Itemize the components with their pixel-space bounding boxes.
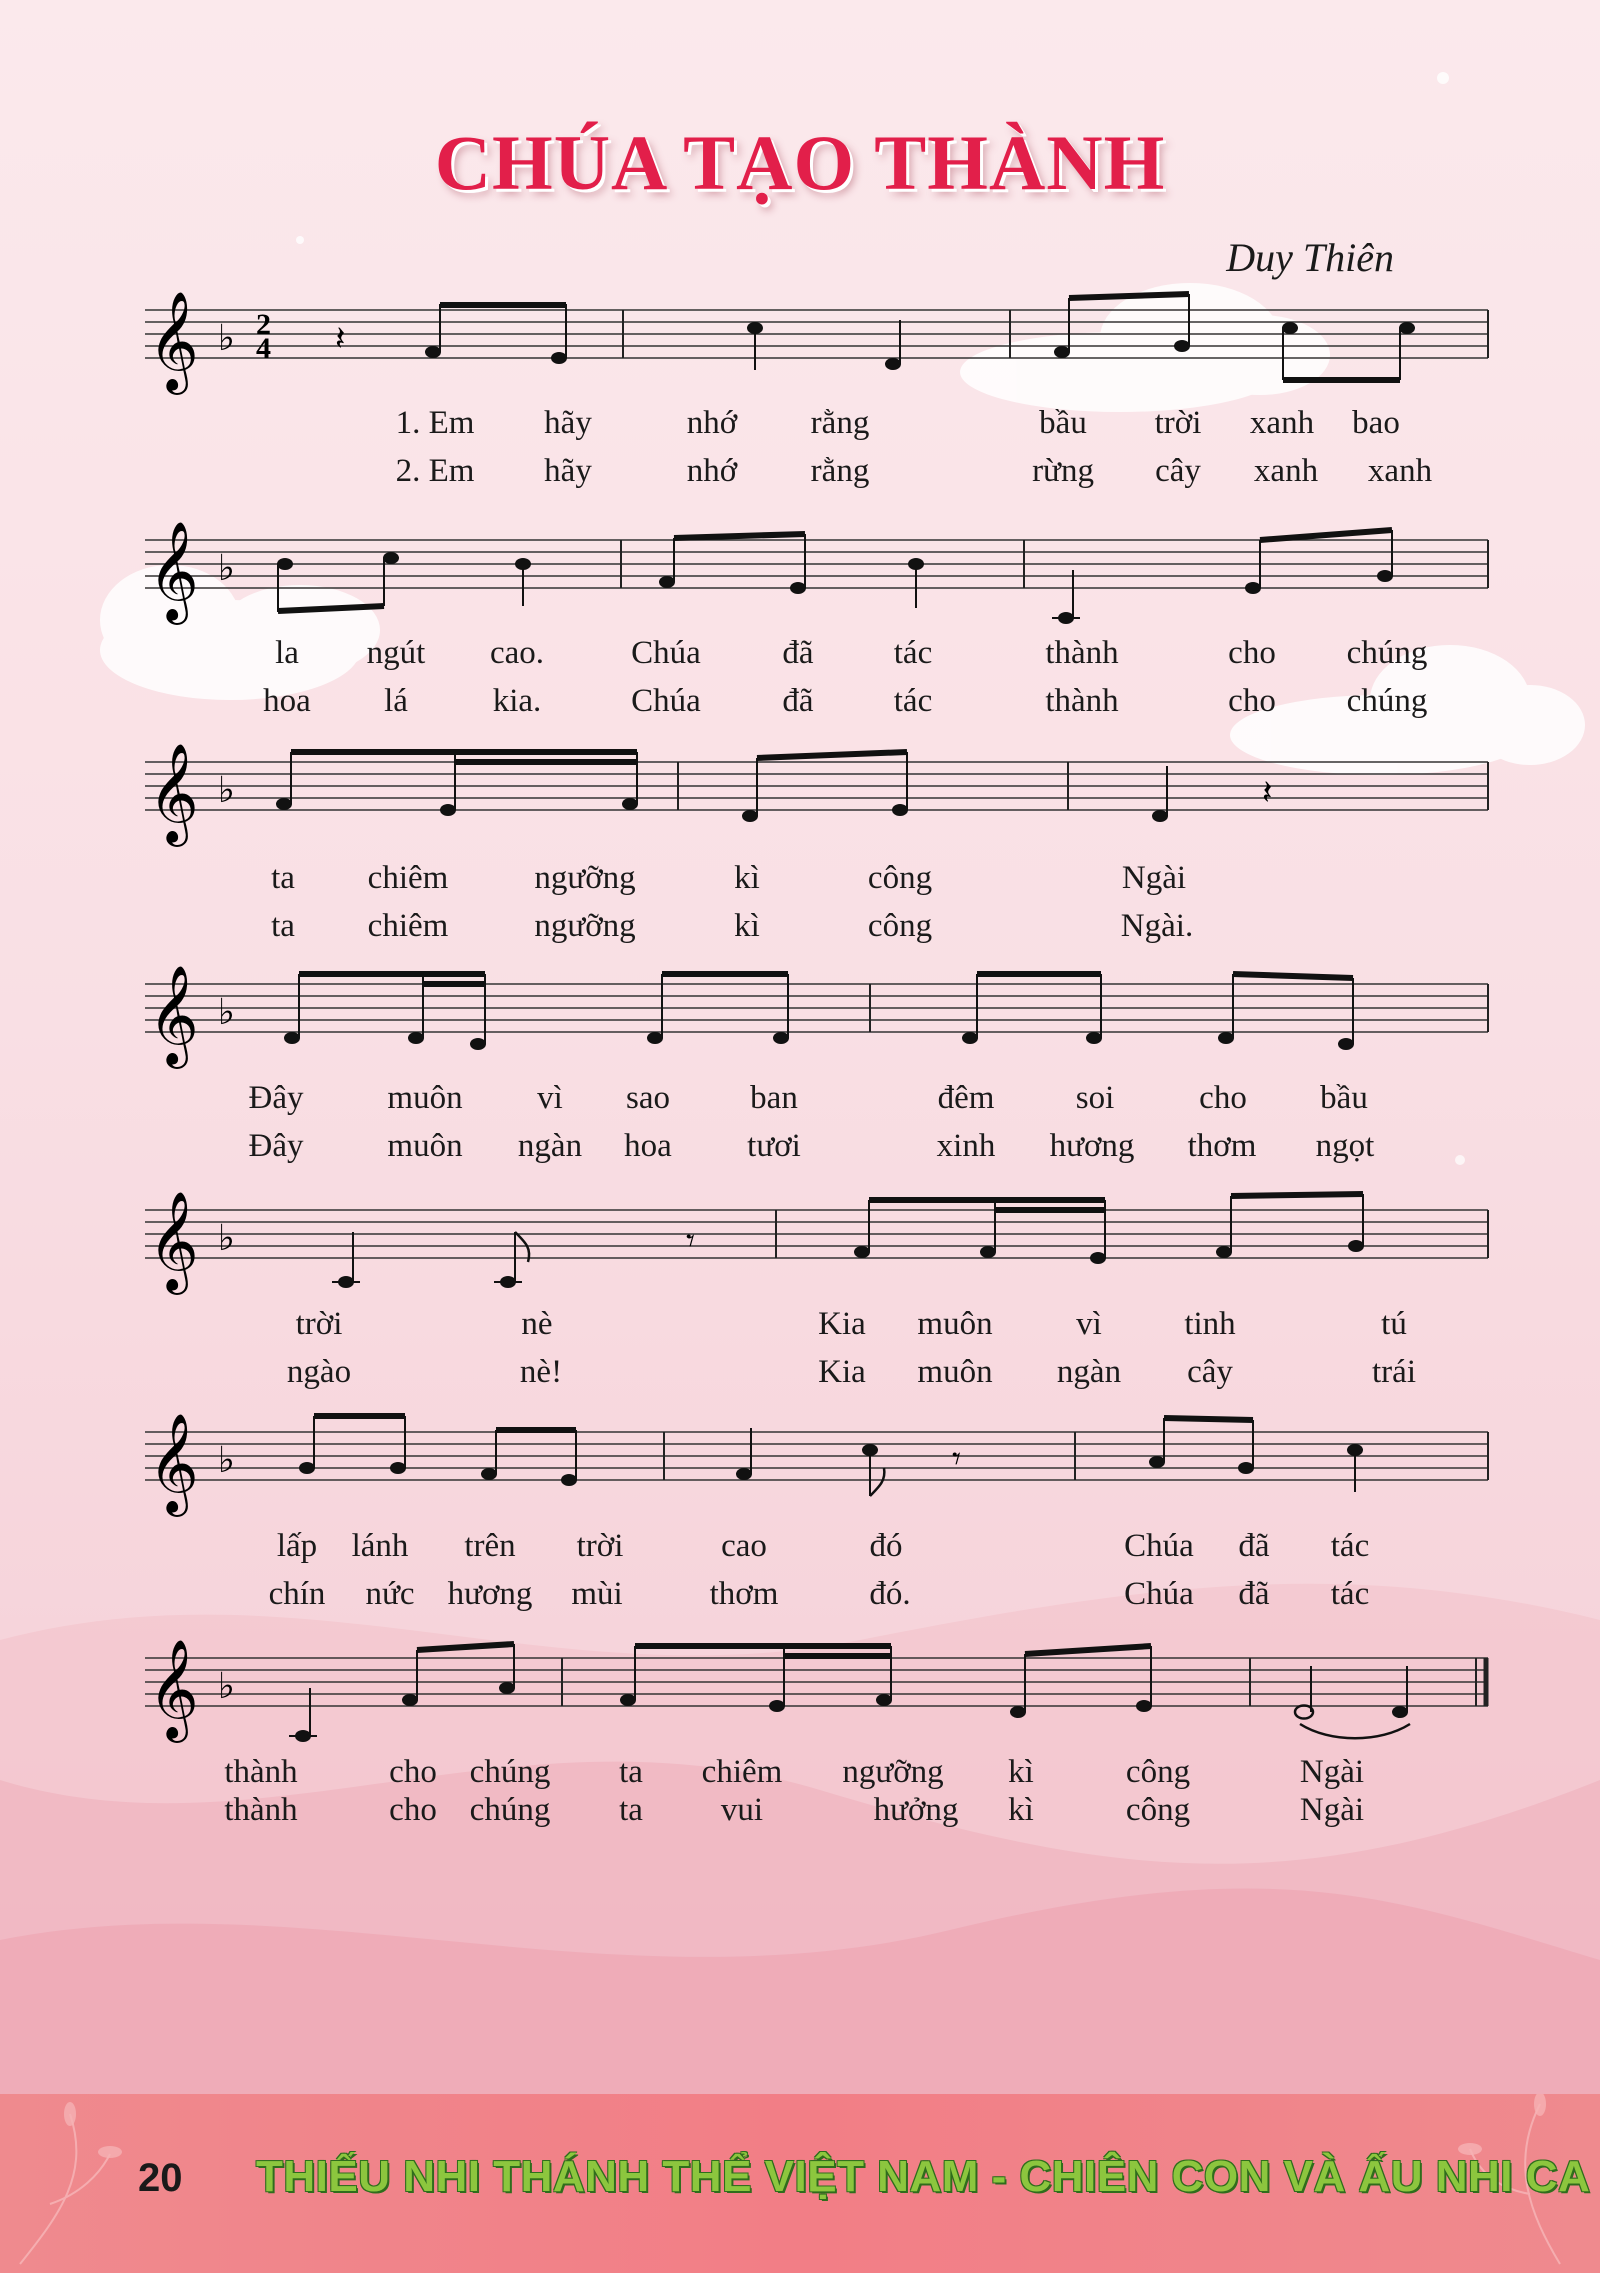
lyric-syllable: Ngài (1121, 860, 1187, 896)
lyric-syllable: đã (782, 683, 814, 719)
flat-key-icon: ♭ (218, 318, 235, 359)
lyric-syllable: thơm (1187, 1128, 1257, 1164)
treble-clef-icon: 𝄞 (148, 291, 199, 391)
staff-3-notation (0, 722, 1600, 950)
treble-clef-icon: 𝄞 (148, 1639, 199, 1739)
lyric-syllable: Chúa (631, 635, 701, 671)
lyric-syllable: thành (224, 1754, 298, 1790)
lyric-syllable: cho (1228, 635, 1276, 671)
lyric-syllable: Kia (818, 1354, 866, 1390)
lyric-syllable: ngàn (517, 1128, 583, 1164)
lyric-syllable: vì (1076, 1306, 1102, 1342)
lyric-syllable: xanh (1367, 453, 1433, 489)
lyric-syllable: xinh (936, 1128, 996, 1164)
lyric-syllable: hoa (263, 683, 311, 719)
lyric-syllable: chiêm (367, 908, 449, 944)
flat-key-icon: ♭ (218, 1666, 235, 1707)
composer-name: Duy Thiên (1226, 235, 1394, 280)
lyric-syllable: thành (224, 1792, 298, 1828)
lyric-syllable: công (867, 908, 933, 944)
lyric-syllable: ngọt (1315, 1128, 1375, 1164)
flat-key-icon: ♭ (218, 1440, 235, 1481)
lyric-syllable: nhớ (686, 453, 738, 489)
lyric-syllable: Chúa (631, 683, 701, 719)
lyric-syllable: bao (1352, 405, 1400, 441)
lyric-syllable: muôn (917, 1354, 993, 1390)
lyric-syllable: hương (447, 1576, 533, 1612)
lyric-syllable: công (1125, 1792, 1191, 1828)
lyric-syllable: tác (893, 683, 933, 719)
lyric-syllable: thơm (709, 1576, 779, 1612)
staff-system-4 (0, 950, 1600, 1172)
lyric-syllable: hưởng (873, 1792, 959, 1828)
flat-key-icon: ♭ (218, 992, 235, 1033)
lyric-syllable: chúng (1346, 635, 1428, 671)
lyric-syllable: tinh (1184, 1306, 1236, 1342)
lyric-syllable: rằng (810, 453, 870, 489)
lyric-syllable: tác (1330, 1576, 1370, 1612)
lyric-syllable: ta (619, 1754, 643, 1790)
lyric-syllable: chiêm (701, 1754, 783, 1790)
treble-clef-icon: 𝄞 (148, 1413, 199, 1513)
lyric-syllable: cho (389, 1792, 437, 1828)
lyric-syllable: công (1125, 1754, 1191, 1790)
lyric-syllable: Đây (248, 1128, 304, 1164)
lyric-syllable: kì (1008, 1792, 1034, 1828)
lyric-syllable: cho (389, 1754, 437, 1790)
lyric-syllable: đã (1238, 1576, 1270, 1612)
lyric-syllable: vì (537, 1080, 563, 1116)
lyric-syllable: ta (271, 860, 295, 896)
lyric-syllable: tác (893, 635, 933, 671)
book-title: THIẾU NHI THÁNH THỂ VIỆT NAM - CHIÊN CON VÀ ẤU NHI CA (256, 2152, 1591, 2201)
lyric-syllable: xanh (1253, 453, 1319, 489)
tie-icon (1300, 1724, 1410, 1738)
lyric-syllable: chúng (469, 1754, 551, 1790)
quarter-rest-icon: 𝄽 (335, 319, 346, 359)
lyric-syllable: trái (1372, 1354, 1416, 1390)
lyric-syllable: ta (271, 908, 295, 944)
lyric-syllable: thành (1045, 683, 1119, 719)
flat-key-icon: ♭ (218, 1218, 235, 1259)
time-sig-numerator: 2 (256, 308, 271, 341)
lyric-syllable: trời (295, 1306, 343, 1342)
staff-system-2 (0, 500, 1600, 722)
lyric-syllable: cho (1199, 1080, 1247, 1116)
lyric-syllable: lánh (351, 1528, 409, 1564)
lyric-syllable: cho (1228, 683, 1276, 719)
lyric-syllable: mùi (571, 1576, 623, 1612)
lyric-syllable: ngưỡng (534, 908, 636, 944)
lyric-syllable: la (275, 635, 299, 671)
lyric-syllable: rừng (1032, 453, 1094, 489)
lyric-syllable: Kia (818, 1306, 866, 1342)
lyric-syllable: ngưỡng (842, 1754, 944, 1790)
lyric-syllable: tác (1330, 1528, 1370, 1564)
lyric-syllable: xanh (1249, 405, 1315, 441)
lyric-syllable: hãy (544, 453, 592, 489)
lyric-syllable: vui (720, 1792, 764, 1828)
lyric-syllable: nức (365, 1576, 415, 1612)
lyric-syllable: ngào (286, 1354, 352, 1390)
lyric-syllable: đó. (869, 1576, 911, 1612)
lyric-syllable: hãy (544, 405, 592, 441)
lyric-syllable: muôn (387, 1080, 463, 1116)
lyric-syllable: hoa (624, 1128, 672, 1164)
lyric-syllable: lá (384, 683, 408, 719)
treble-clef-icon: 𝄞 (148, 1191, 199, 1291)
treble-clef-icon: 𝄞 (148, 521, 199, 621)
lyric-syllable: Ngài. (1120, 908, 1194, 944)
staff-system-1 (0, 270, 1600, 500)
lyric-syllable: 2. Em (395, 453, 475, 489)
treble-clef-icon: 𝄞 (148, 965, 199, 1065)
staff-system-7 (0, 1618, 1600, 1838)
lyric-syllable: 1. Em (395, 405, 475, 441)
flat-key-icon: ♭ (218, 548, 235, 589)
lyric-syllable: sao (626, 1080, 670, 1116)
lyric-syllable: Chúa (1124, 1576, 1194, 1612)
lyric-syllable: trời (1154, 405, 1202, 441)
staff-system-3 (0, 722, 1600, 950)
lyric-syllable: chúng (1346, 683, 1428, 719)
lyric-syllable: ban (750, 1080, 798, 1116)
song-title: CHÚA TẠO THÀNH (434, 119, 1166, 206)
lyric-syllable: ta (619, 1792, 643, 1828)
page-footer (0, 2094, 1600, 2273)
lyric-syllable: kia. (492, 683, 542, 719)
lyric-syllable: rằng (810, 405, 870, 441)
lyric-syllable: Chúa (1124, 1528, 1194, 1564)
quarter-rest-icon: 𝄽 (1262, 773, 1273, 813)
lyric-syllable: đêm (937, 1080, 995, 1116)
lyric-syllable: trên (464, 1528, 516, 1564)
lyric-syllable: ngưỡng (534, 860, 636, 896)
page-number: 20 (138, 2156, 183, 2200)
eighth-rest-icon: 𝄾 (952, 1439, 962, 1479)
lyric-syllable: muôn (387, 1128, 463, 1164)
lyric-syllable: soi (1075, 1080, 1115, 1116)
lyric-syllable: kì (734, 860, 760, 896)
lyric-syllable: nè! (519, 1354, 563, 1390)
lyric-syllable: tú (1381, 1306, 1407, 1342)
staff-1-notation (0, 270, 1600, 500)
lyric-syllable: ngàn (1056, 1354, 1122, 1390)
lyric-syllable: Ngài (1299, 1754, 1365, 1790)
lyric-syllable: cao. (489, 635, 545, 671)
lyric-syllable: cây (1187, 1354, 1233, 1390)
lyric-syllable: đã (1238, 1528, 1270, 1564)
lyric-syllable: đã (782, 635, 814, 671)
lyric-syllable: Đây (248, 1080, 304, 1116)
lyric-syllable: nè (521, 1306, 553, 1342)
flat-key-icon: ♭ (218, 770, 235, 811)
lyric-syllable: lấp (276, 1528, 318, 1564)
lyric-syllable: thành (1045, 635, 1119, 671)
lyric-syllable: bầu (1039, 405, 1087, 441)
staff-system-6 (0, 1394, 1600, 1618)
staff-5-notation (0, 1172, 1600, 1394)
lyric-syllable: cao (721, 1528, 767, 1564)
lyric-syllable: kì (734, 908, 760, 944)
lyric-syllable: chiêm (367, 860, 449, 896)
lyric-syllable: tươi (747, 1128, 801, 1164)
lyric-syllable: bầu (1320, 1080, 1368, 1116)
treble-clef-icon: 𝄞 (148, 743, 199, 843)
lyric-syllable: nhớ (686, 405, 738, 441)
lyric-syllable: ngút (366, 635, 426, 671)
lyric-syllable: chúng (469, 1792, 551, 1828)
lyric-syllable: chín (268, 1576, 326, 1612)
lyric-syllable: muôn (917, 1306, 993, 1342)
staff-system-5 (0, 1172, 1600, 1394)
lyric-syllable: đó (869, 1528, 903, 1564)
lyric-syllable: cây (1155, 453, 1201, 489)
lyric-syllable: công (867, 860, 933, 896)
time-sig-denominator: 4 (256, 332, 271, 365)
lyric-syllable: hương (1049, 1128, 1135, 1164)
lyric-syllable: trời (576, 1528, 624, 1564)
eighth-rest-icon: 𝄾 (686, 1221, 696, 1261)
lyric-syllable: Ngài (1299, 1792, 1365, 1828)
lyric-syllable: kì (1008, 1754, 1034, 1790)
